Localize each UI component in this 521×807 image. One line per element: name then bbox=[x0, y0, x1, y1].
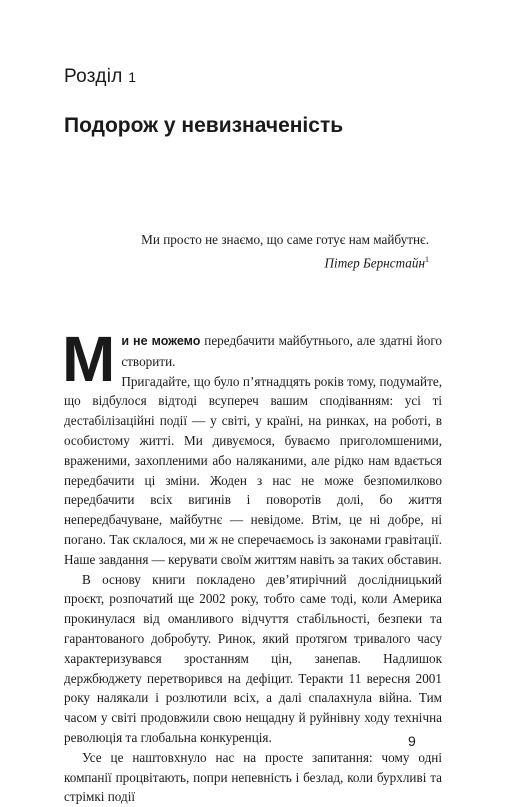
paragraph-2: Пригадайте, що було п’ятнадцять років тому, подумайте, що відбулося відтоді всупереч вашим сподіванням: усі ті дестабілізаційні події — у світі, у країні, на ринках, на роботі, в особистому житті. Ми дивуємося, буваємо приголомшеними, враженими, захопленими або наляканими, але рідко нам вдається передбачити ці зміни. Жоден з нас не може безпомилково передбачити всіх вигинів і поворотів долі, бо життя непередбачуване, майбутнє — невідоме. Втім, це ні добре, ні погано. Так склалося, ми ж не сперечаємось із законами гравітації. Наше завдання — керувати своїм життям навіть за таких обставин. bbox=[64, 373, 442, 567]
epigraph-quote: Ми просто не знаємо, що саме готує нам майбутнє. bbox=[141, 232, 429, 247]
epigraph-author: Пітер Бернстайн bbox=[324, 255, 425, 271]
chapter-title: Подорож у невизначеність bbox=[64, 114, 344, 137]
chapter-label bbox=[64, 66, 136, 88]
chapter-number: 1 bbox=[128, 69, 137, 85]
paragraph-1-text: передбачити майбутнього, але здатні його створити. bbox=[121, 333, 442, 369]
chapter-label-text: Розділ bbox=[64, 66, 123, 87]
paragraph-4: Усе це наштовхнуло нас на просте запитання: чому одні компанії процвітають, попри непевність і безлад, коли бурхливі та стрімкі події bbox=[64, 749, 442, 805]
drop-cap: М bbox=[62, 323, 116, 395]
epigraph bbox=[141, 230, 429, 273]
paragraph-3: В основу книги покладено дев’ятирічний дослідницький проєкт, розпочатий ще 2002 року, тобто саме тоді, коли Америка прокинулася від оманливого відчуття стабільності, безпеки та гарантованого добробуту. Ринок, який протягом тривалого часу характеризувався зростанням цін, занепав. Надлишок держбюджету перетворився на дефіцит. Теракти 11 вересня 2001 року налякали і розлютили всіх, а далі спалахнула війна. Тим часом у світі продовжили свою нещадну й руйнівну ходу технічна революція та глобальна конкуренція. bbox=[64, 571, 442, 745]
body-text bbox=[62, 323, 442, 807]
lead-in: и не можемо bbox=[121, 334, 201, 348]
footnote-marker: 1 bbox=[425, 255, 429, 264]
paragraph-1 bbox=[62, 323, 442, 395]
page-number: 9 bbox=[408, 733, 416, 749]
epigraph-attribution bbox=[141, 250, 429, 273]
